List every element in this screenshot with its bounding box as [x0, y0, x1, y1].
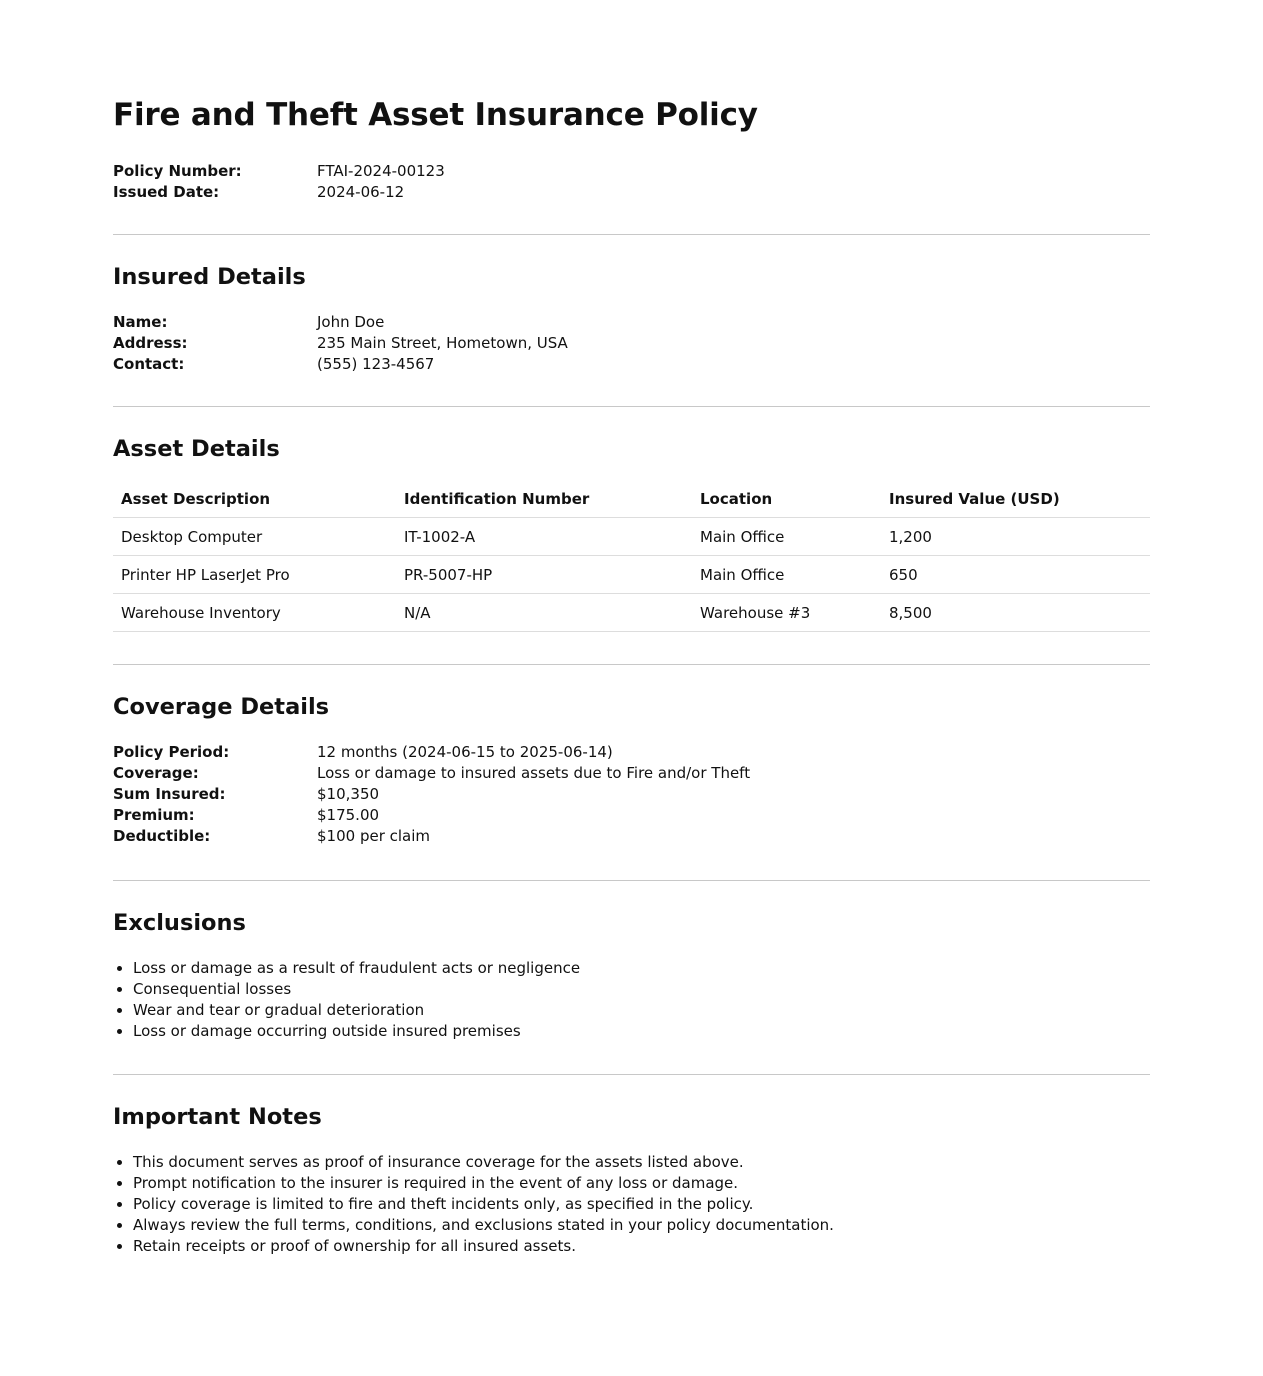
- asset-details-section: [113, 407, 1150, 632]
- exclusions-heading: Exclusions: [113, 910, 246, 936]
- identification-number-cell: IT-1002-A: [396, 518, 692, 556]
- coverage-label: Coverage:: [113, 764, 199, 782]
- insured-contact-row: [113, 354, 1150, 375]
- deductible-row: [113, 826, 1150, 847]
- sum-insured-value: $10,350: [317, 785, 380, 803]
- insured-details-section: [113, 235, 1150, 375]
- coverage-details-heading: Coverage Details: [113, 694, 330, 720]
- insured-value-cell: 8,500: [881, 594, 1150, 632]
- policy-number-row: [113, 161, 1150, 182]
- issued-date-value: 2024-06-12: [317, 183, 405, 201]
- important-notes-list: [113, 1152, 1150, 1257]
- insured-address-row: [113, 333, 1150, 354]
- list-item: • Consequential losses: [133, 979, 1150, 1000]
- list-item: • This document serves as proof of insurance coverage for the assets listed above.: [133, 1152, 1150, 1173]
- policy-document: [113, 0, 1150, 1257]
- important-notes-heading: Important Notes: [113, 1104, 322, 1130]
- policy-header-info: [113, 161, 1150, 203]
- list-item: • Prompt notification to the insurer is required in the event of any loss or damage.: [133, 1173, 1150, 1194]
- list-item: • Wear and tear or gradual deterioration: [133, 1000, 1150, 1021]
- column-header-location: Location: [692, 480, 881, 518]
- coverage-row: [113, 763, 1150, 784]
- policy-number-value: FTAI-2024-00123: [317, 162, 445, 180]
- sum-insured-row: [113, 784, 1150, 805]
- insured-value-cell: 1,200: [881, 518, 1150, 556]
- table-row: [113, 594, 1150, 632]
- insured-contact-label: Contact:: [113, 355, 185, 373]
- issued-date-label: Issued Date:: [113, 183, 220, 201]
- policy-period-value: 12 months (2024-06-15 to 2025-06-14): [317, 743, 613, 761]
- column-header-insured-value: Insured Value (USD): [881, 480, 1150, 518]
- insured-name-label: Name:: [113, 313, 168, 331]
- exclusions-section: [113, 881, 1150, 1042]
- list-item: • Policy coverage is limited to fire and theft incidents only, as specified in the policy.: [133, 1194, 1150, 1215]
- identification-number-cell: N/A: [396, 594, 692, 632]
- asset-details-heading: Asset Details: [113, 436, 280, 462]
- location-cell: Main Office: [692, 518, 881, 556]
- column-header-asset-description: Asset Description: [113, 480, 396, 518]
- list-item: • Loss or damage as a result of fraudulent acts or negligence: [133, 958, 1150, 979]
- policy-period-row: [113, 742, 1150, 763]
- insured-details-list: [113, 312, 1150, 375]
- list-item: • Loss or damage occurring outside insured premises: [133, 1021, 1150, 1042]
- premium-row: [113, 805, 1150, 826]
- asset-description-cell: Desktop Computer: [113, 518, 396, 556]
- coverage-details-list: [113, 742, 1150, 847]
- list-item: • Retain receipts or proof of ownership for all insured assets.: [133, 1236, 1150, 1257]
- deductible-label: Deductible:: [113, 827, 211, 845]
- exclusions-list: [113, 958, 1150, 1042]
- policy-number-label: Policy Number:: [113, 162, 242, 180]
- insured-address-label: Address:: [113, 334, 188, 352]
- coverage-value: Loss or damage to insured assets due to Fire and/or Theft: [317, 764, 751, 782]
- asset-description-cell: Printer HP LaserJet Pro: [113, 556, 396, 594]
- important-notes-section: [113, 1075, 1150, 1257]
- table-row: [113, 556, 1150, 594]
- identification-number-cell: PR-5007-HP: [396, 556, 692, 594]
- sum-insured-label: Sum Insured:: [113, 785, 226, 803]
- coverage-details-section: [113, 665, 1150, 847]
- asset-table: [113, 480, 1150, 632]
- list-item: • Always review the full terms, conditions, and exclusions stated in your policy documentation.: [133, 1215, 1150, 1236]
- insured-value-cell: 650: [881, 556, 1150, 594]
- insured-name-row: [113, 312, 1150, 333]
- asset-description-cell: Warehouse Inventory: [113, 594, 396, 632]
- insured-contact-value: (555) 123-4567: [317, 355, 435, 373]
- page-title: Fire and Theft Asset Insurance Policy: [113, 97, 758, 133]
- table-row: [113, 518, 1150, 556]
- premium-label: Premium:: [113, 806, 195, 824]
- insured-details-heading: Insured Details: [113, 264, 306, 290]
- table-header-row: [113, 480, 1150, 518]
- insured-name-value: John Doe: [317, 313, 385, 331]
- column-header-identification-number: Identification Number: [396, 480, 692, 518]
- policy-period-label: Policy Period:: [113, 743, 230, 761]
- insured-address-value: 235 Main Street, Hometown, USA: [317, 334, 568, 352]
- location-cell: Main Office: [692, 556, 881, 594]
- location-cell: Warehouse #3: [692, 594, 881, 632]
- deductible-value: $100 per claim: [317, 827, 431, 845]
- premium-value: $175.00: [317, 806, 380, 824]
- issued-date-row: [113, 182, 1150, 203]
